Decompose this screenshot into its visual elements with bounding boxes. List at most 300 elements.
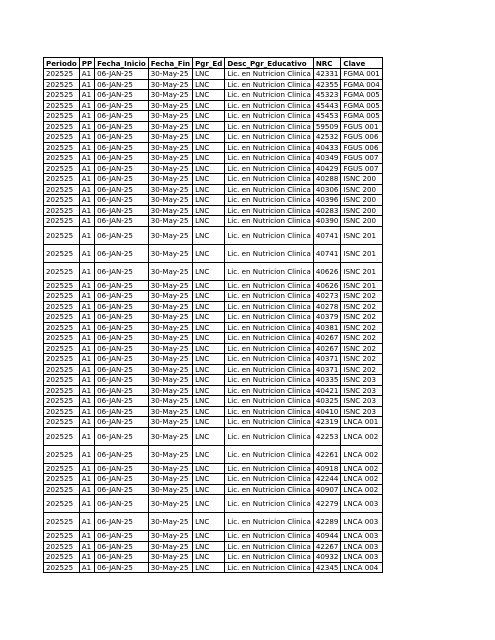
cell-pgr-ed: LNC xyxy=(193,406,225,417)
cell-fecha-fin: 30-May-25 xyxy=(148,291,192,302)
cell-desc-pgr-educativo: Lic. en Nutricion Clinica xyxy=(225,552,314,563)
cell-nrc: 40379 xyxy=(313,312,341,323)
cell-clave: ISNC 202 xyxy=(341,364,382,375)
cell-clave: LNCA 002 xyxy=(341,445,382,463)
cell-pgr-ed: LNC xyxy=(193,463,225,474)
cell-nrc: 40410 xyxy=(313,406,341,417)
cell-clave: ISNC 203 xyxy=(341,385,382,396)
cell-pp: A1 xyxy=(79,541,94,552)
cell-periodo: 202525 xyxy=(44,541,80,552)
cell-clave: FGUS 007 xyxy=(341,163,382,174)
cell-fecha-inicio: 06-JAN-25 xyxy=(95,354,149,365)
cell-pp: A1 xyxy=(79,100,94,111)
cell-fecha-fin: 30-May-25 xyxy=(148,153,192,164)
spreadsheet-page xyxy=(43,57,383,573)
cell-fecha-fin: 30-May-25 xyxy=(148,322,192,333)
table-row xyxy=(44,513,383,531)
cell-pgr-ed: LNC xyxy=(193,142,225,153)
table-row xyxy=(44,552,383,563)
cell-periodo: 202525 xyxy=(44,226,80,244)
cell-pgr-ed: LNC xyxy=(193,541,225,552)
cell-periodo: 202525 xyxy=(44,562,80,573)
table-row xyxy=(44,163,383,174)
cell-clave: FGMA 005 xyxy=(341,90,382,101)
cell-fecha-inicio: 06-JAN-25 xyxy=(95,513,149,531)
cell-pp: A1 xyxy=(79,142,94,153)
cell-clave: ISNC 202 xyxy=(341,333,382,344)
cell-desc-pgr-educativo: Lic. en Nutricion Clinica xyxy=(225,427,314,445)
cell-fecha-inicio: 06-JAN-25 xyxy=(95,142,149,153)
cell-periodo: 202525 xyxy=(44,174,80,185)
cell-pgr-ed: LNC xyxy=(193,396,225,407)
table-row xyxy=(44,100,383,111)
cell-desc-pgr-educativo: Lic. en Nutricion Clinica xyxy=(225,244,314,262)
cell-clave: FGUS 001 xyxy=(341,121,382,132)
cell-nrc: 40283 xyxy=(313,205,341,216)
header-fecha-fin: Fecha_Fin xyxy=(148,58,192,69)
cell-pgr-ed: LNC xyxy=(193,195,225,206)
cell-desc-pgr-educativo: Lic. en Nutricion Clinica xyxy=(225,226,314,244)
cell-periodo: 202525 xyxy=(44,417,80,428)
cell-fecha-fin: 30-May-25 xyxy=(148,375,192,386)
header-row xyxy=(44,58,383,69)
cell-clave: LNCA 003 xyxy=(341,552,382,563)
cell-fecha-inicio: 06-JAN-25 xyxy=(95,322,149,333)
cell-periodo: 202525 xyxy=(44,163,80,174)
cell-nrc: 42319 xyxy=(313,417,341,428)
cell-nrc: 40267 xyxy=(313,343,341,354)
cell-pgr-ed: LNC xyxy=(193,121,225,132)
cell-clave: LNCA 002 xyxy=(341,484,382,495)
cell-nrc: 40918 xyxy=(313,463,341,474)
cell-fecha-inicio: 06-JAN-25 xyxy=(95,495,149,513)
cell-pgr-ed: LNC xyxy=(193,495,225,513)
table-row xyxy=(44,244,383,262)
header-pp: PP xyxy=(79,58,94,69)
cell-desc-pgr-educativo: Lic. en Nutricion Clinica xyxy=(225,322,314,333)
cell-clave: ISNC 201 xyxy=(341,226,382,244)
table-row xyxy=(44,484,383,495)
cell-fecha-inicio: 06-JAN-25 xyxy=(95,541,149,552)
cell-pp: A1 xyxy=(79,216,94,227)
cell-clave: LNCA 002 xyxy=(341,427,382,445)
cell-fecha-fin: 30-May-25 xyxy=(148,205,192,216)
cell-periodo: 202525 xyxy=(44,262,80,280)
cell-periodo: 202525 xyxy=(44,427,80,445)
table-row xyxy=(44,541,383,552)
cell-clave: ISNC 202 xyxy=(341,354,382,365)
cell-nrc: 40944 xyxy=(313,531,341,542)
cell-fecha-fin: 30-May-25 xyxy=(148,463,192,474)
table-row xyxy=(44,174,383,185)
table-row xyxy=(44,445,383,463)
cell-periodo: 202525 xyxy=(44,216,80,227)
cell-pp: A1 xyxy=(79,354,94,365)
cell-clave: ISNC 203 xyxy=(341,375,382,386)
header-fecha-inicio: Fecha_Inicio xyxy=(95,58,149,69)
cell-pp: A1 xyxy=(79,153,94,164)
cell-desc-pgr-educativo: Lic. en Nutricion Clinica xyxy=(225,216,314,227)
cell-desc-pgr-educativo: Lic. en Nutricion Clinica xyxy=(225,142,314,153)
cell-desc-pgr-educativo: Lic. en Nutricion Clinica xyxy=(225,474,314,485)
cell-desc-pgr-educativo: Lic. en Nutricion Clinica xyxy=(225,364,314,375)
cell-pp: A1 xyxy=(79,495,94,513)
cell-desc-pgr-educativo: Lic. en Nutricion Clinica xyxy=(225,445,314,463)
cell-pgr-ed: LNC xyxy=(193,79,225,90)
cell-fecha-inicio: 06-JAN-25 xyxy=(95,427,149,445)
cell-desc-pgr-educativo: Lic. en Nutricion Clinica xyxy=(225,333,314,344)
cell-pp: A1 xyxy=(79,385,94,396)
cell-pgr-ed: LNC xyxy=(193,153,225,164)
cell-pgr-ed: LNC xyxy=(193,100,225,111)
table-row xyxy=(44,291,383,302)
cell-pp: A1 xyxy=(79,90,94,101)
cell-nrc: 40429 xyxy=(313,163,341,174)
cell-nrc: 40390 xyxy=(313,216,341,227)
table-row xyxy=(44,226,383,244)
cell-fecha-inicio: 06-JAN-25 xyxy=(95,364,149,375)
cell-fecha-fin: 30-May-25 xyxy=(148,495,192,513)
cell-fecha-fin: 30-May-25 xyxy=(148,163,192,174)
cell-desc-pgr-educativo: Lic. en Nutricion Clinica xyxy=(225,153,314,164)
cell-desc-pgr-educativo: Lic. en Nutricion Clinica xyxy=(225,513,314,531)
cell-periodo: 202525 xyxy=(44,364,80,375)
table-row xyxy=(44,312,383,323)
cell-pgr-ed: LNC xyxy=(193,562,225,573)
cell-desc-pgr-educativo: Lic. en Nutricion Clinica xyxy=(225,100,314,111)
cell-fecha-inicio: 06-JAN-25 xyxy=(95,562,149,573)
cell-fecha-inicio: 06-JAN-25 xyxy=(95,163,149,174)
table-row xyxy=(44,417,383,428)
cell-periodo: 202525 xyxy=(44,552,80,563)
cell-pgr-ed: LNC xyxy=(193,484,225,495)
cell-nrc: 40288 xyxy=(313,174,341,185)
cell-fecha-inicio: 06-JAN-25 xyxy=(95,226,149,244)
cell-pp: A1 xyxy=(79,484,94,495)
cell-desc-pgr-educativo: Lic. en Nutricion Clinica xyxy=(225,354,314,365)
cell-nrc: 40278 xyxy=(313,301,341,312)
cell-fecha-inicio: 06-JAN-25 xyxy=(95,195,149,206)
cell-periodo: 202525 xyxy=(44,301,80,312)
cell-pp: A1 xyxy=(79,111,94,122)
cell-clave: ISNC 200 xyxy=(341,174,382,185)
cell-fecha-inicio: 06-JAN-25 xyxy=(95,385,149,396)
cell-nrc: 40273 xyxy=(313,291,341,302)
cell-pgr-ed: LNC xyxy=(193,163,225,174)
cell-clave: FGUS 007 xyxy=(341,153,382,164)
cell-periodo: 202525 xyxy=(44,463,80,474)
cell-desc-pgr-educativo: Lic. en Nutricion Clinica xyxy=(225,375,314,386)
header-desc-pgr-educativo: Desc_Pgr_Educativo xyxy=(225,58,314,69)
cell-periodo: 202525 xyxy=(44,153,80,164)
cell-pp: A1 xyxy=(79,417,94,428)
cell-periodo: 202525 xyxy=(44,495,80,513)
cell-fecha-inicio: 06-JAN-25 xyxy=(95,343,149,354)
cell-clave: LNCA 003 xyxy=(341,531,382,542)
cell-desc-pgr-educativo: Lic. en Nutricion Clinica xyxy=(225,121,314,132)
cell-fecha-inicio: 06-JAN-25 xyxy=(95,90,149,101)
course-table xyxy=(43,57,383,573)
cell-clave: ISNC 201 xyxy=(341,262,382,280)
cell-clave: ISNC 202 xyxy=(341,301,382,312)
cell-fecha-inicio: 06-JAN-25 xyxy=(95,291,149,302)
cell-desc-pgr-educativo: Lic. en Nutricion Clinica xyxy=(225,343,314,354)
table-row xyxy=(44,153,383,164)
cell-fecha-inicio: 06-JAN-25 xyxy=(95,406,149,417)
cell-pgr-ed: LNC xyxy=(193,111,225,122)
cell-desc-pgr-educativo: Lic. en Nutricion Clinica xyxy=(225,184,314,195)
table-row xyxy=(44,463,383,474)
cell-fecha-fin: 30-May-25 xyxy=(148,184,192,195)
cell-pp: A1 xyxy=(79,301,94,312)
cell-pp: A1 xyxy=(79,195,94,206)
cell-periodo: 202525 xyxy=(44,184,80,195)
cell-clave: LNCA 003 xyxy=(341,541,382,552)
cell-fecha-inicio: 06-JAN-25 xyxy=(95,552,149,563)
cell-nrc: 40741 xyxy=(313,226,341,244)
cell-nrc: 42331 xyxy=(313,69,341,80)
cell-periodo: 202525 xyxy=(44,195,80,206)
table-row xyxy=(44,111,383,122)
cell-fecha-inicio: 06-JAN-25 xyxy=(95,333,149,344)
cell-fecha-inicio: 06-JAN-25 xyxy=(95,205,149,216)
cell-fecha-fin: 30-May-25 xyxy=(148,280,192,291)
cell-clave: ISNC 201 xyxy=(341,280,382,291)
cell-nrc: 45453 xyxy=(313,111,341,122)
cell-fecha-fin: 30-May-25 xyxy=(148,552,192,563)
cell-nrc: 42244 xyxy=(313,474,341,485)
cell-fecha-fin: 30-May-25 xyxy=(148,445,192,463)
cell-fecha-fin: 30-May-25 xyxy=(148,69,192,80)
cell-fecha-inicio: 06-JAN-25 xyxy=(95,445,149,463)
cell-nrc: 42355 xyxy=(313,79,341,90)
cell-fecha-fin: 30-May-25 xyxy=(148,195,192,206)
cell-periodo: 202525 xyxy=(44,484,80,495)
table-row xyxy=(44,474,383,485)
cell-fecha-inicio: 06-JAN-25 xyxy=(95,216,149,227)
table-row xyxy=(44,216,383,227)
cell-pp: A1 xyxy=(79,406,94,417)
cell-pp: A1 xyxy=(79,262,94,280)
table-row xyxy=(44,301,383,312)
cell-pp: A1 xyxy=(79,322,94,333)
cell-nrc: 40932 xyxy=(313,552,341,563)
cell-pp: A1 xyxy=(79,163,94,174)
cell-nrc: 42253 xyxy=(313,427,341,445)
cell-fecha-fin: 30-May-25 xyxy=(148,174,192,185)
cell-clave: ISNC 200 xyxy=(341,195,382,206)
cell-pp: A1 xyxy=(79,184,94,195)
cell-fecha-fin: 30-May-25 xyxy=(148,417,192,428)
cell-clave: ISNC 200 xyxy=(341,184,382,195)
cell-desc-pgr-educativo: Lic. en Nutricion Clinica xyxy=(225,495,314,513)
cell-clave: LNCA 004 xyxy=(341,562,382,573)
cell-desc-pgr-educativo: Lic. en Nutricion Clinica xyxy=(225,301,314,312)
cell-fecha-inicio: 06-JAN-25 xyxy=(95,474,149,485)
cell-desc-pgr-educativo: Lic. en Nutricion Clinica xyxy=(225,69,314,80)
cell-desc-pgr-educativo: Lic. en Nutricion Clinica xyxy=(225,174,314,185)
cell-periodo: 202525 xyxy=(44,474,80,485)
cell-nrc: 42261 xyxy=(313,445,341,463)
cell-fecha-inicio: 06-JAN-25 xyxy=(95,417,149,428)
cell-nrc: 40381 xyxy=(313,322,341,333)
table-row xyxy=(44,364,383,375)
cell-periodo: 202525 xyxy=(44,142,80,153)
cell-clave: ISNC 203 xyxy=(341,396,382,407)
table-row xyxy=(44,427,383,445)
cell-desc-pgr-educativo: Lic. en Nutricion Clinica xyxy=(225,280,314,291)
cell-periodo: 202525 xyxy=(44,90,80,101)
table-row xyxy=(44,396,383,407)
cell-fecha-inicio: 06-JAN-25 xyxy=(95,174,149,185)
header-pgr-ed: Pgr_Ed xyxy=(193,58,225,69)
cell-fecha-fin: 30-May-25 xyxy=(148,531,192,542)
table-row xyxy=(44,205,383,216)
cell-periodo: 202525 xyxy=(44,385,80,396)
cell-clave: ISNC 200 xyxy=(341,205,382,216)
cell-desc-pgr-educativo: Lic. en Nutricion Clinica xyxy=(225,262,314,280)
table-row xyxy=(44,79,383,90)
table-row xyxy=(44,121,383,132)
cell-pgr-ed: LNC xyxy=(193,291,225,302)
cell-pp: A1 xyxy=(79,69,94,80)
cell-fecha-fin: 30-May-25 xyxy=(148,216,192,227)
cell-pp: A1 xyxy=(79,226,94,244)
table-row xyxy=(44,184,383,195)
cell-fecha-fin: 30-May-25 xyxy=(148,142,192,153)
cell-pgr-ed: LNC xyxy=(193,417,225,428)
cell-fecha-inicio: 06-JAN-25 xyxy=(95,132,149,143)
header-periodo: Periodo xyxy=(44,58,80,69)
cell-pgr-ed: LNC xyxy=(193,184,225,195)
table-row xyxy=(44,531,383,542)
table-row xyxy=(44,90,383,101)
cell-pp: A1 xyxy=(79,244,94,262)
cell-pgr-ed: LNC xyxy=(193,364,225,375)
cell-clave: ISNC 203 xyxy=(341,406,382,417)
cell-nrc: 40907 xyxy=(313,484,341,495)
cell-fecha-fin: 30-May-25 xyxy=(148,132,192,143)
cell-pp: A1 xyxy=(79,291,94,302)
cell-pgr-ed: LNC xyxy=(193,301,225,312)
cell-pp: A1 xyxy=(79,375,94,386)
cell-periodo: 202525 xyxy=(44,531,80,542)
cell-nrc: 40741 xyxy=(313,244,341,262)
cell-fecha-inicio: 06-JAN-25 xyxy=(95,463,149,474)
cell-fecha-inicio: 06-JAN-25 xyxy=(95,301,149,312)
cell-clave: LNCA 002 xyxy=(341,474,382,485)
cell-desc-pgr-educativo: Lic. en Nutricion Clinica xyxy=(225,385,314,396)
cell-desc-pgr-educativo: Lic. en Nutricion Clinica xyxy=(225,195,314,206)
cell-pgr-ed: LNC xyxy=(193,174,225,185)
cell-nrc: 42345 xyxy=(313,562,341,573)
header-clave: Clave xyxy=(341,58,382,69)
cell-periodo: 202525 xyxy=(44,205,80,216)
cell-fecha-fin: 30-May-25 xyxy=(148,484,192,495)
cell-clave: ISNC 202 xyxy=(341,312,382,323)
cell-clave: ISNC 200 xyxy=(341,216,382,227)
table-body xyxy=(44,69,383,573)
cell-nrc: 42532 xyxy=(313,132,341,143)
cell-periodo: 202525 xyxy=(44,343,80,354)
cell-pgr-ed: LNC xyxy=(193,445,225,463)
table-row xyxy=(44,142,383,153)
cell-fecha-inicio: 06-JAN-25 xyxy=(95,244,149,262)
cell-pgr-ed: LNC xyxy=(193,333,225,344)
cell-nrc: 40371 xyxy=(313,364,341,375)
table-row xyxy=(44,406,383,417)
cell-desc-pgr-educativo: Lic. en Nutricion Clinica xyxy=(225,312,314,323)
cell-fecha-fin: 30-May-25 xyxy=(148,121,192,132)
cell-desc-pgr-educativo: Lic. en Nutricion Clinica xyxy=(225,463,314,474)
cell-pgr-ed: LNC xyxy=(193,552,225,563)
cell-nrc: 40349 xyxy=(313,153,341,164)
cell-fecha-inicio: 06-JAN-25 xyxy=(95,312,149,323)
cell-fecha-fin: 30-May-25 xyxy=(148,111,192,122)
cell-fecha-fin: 30-May-25 xyxy=(148,474,192,485)
cell-desc-pgr-educativo: Lic. en Nutricion Clinica xyxy=(225,291,314,302)
cell-fecha-fin: 30-May-25 xyxy=(148,406,192,417)
header-nrc: NRC xyxy=(313,58,341,69)
cell-fecha-inicio: 06-JAN-25 xyxy=(95,100,149,111)
cell-clave: ISNC 202 xyxy=(341,291,382,302)
cell-desc-pgr-educativo: Lic. en Nutricion Clinica xyxy=(225,396,314,407)
cell-periodo: 202525 xyxy=(44,244,80,262)
cell-periodo: 202525 xyxy=(44,79,80,90)
cell-clave: FGUS 006 xyxy=(341,132,382,143)
cell-clave: FGMA 005 xyxy=(341,111,382,122)
cell-periodo: 202525 xyxy=(44,312,80,323)
cell-pp: A1 xyxy=(79,280,94,291)
cell-fecha-fin: 30-May-25 xyxy=(148,385,192,396)
cell-pp: A1 xyxy=(79,343,94,354)
cell-periodo: 202525 xyxy=(44,354,80,365)
table-row xyxy=(44,354,383,365)
cell-pgr-ed: LNC xyxy=(193,90,225,101)
cell-fecha-fin: 30-May-25 xyxy=(148,541,192,552)
cell-pp: A1 xyxy=(79,562,94,573)
cell-desc-pgr-educativo: Lic. en Nutricion Clinica xyxy=(225,163,314,174)
cell-pgr-ed: LNC xyxy=(193,312,225,323)
cell-fecha-inicio: 06-JAN-25 xyxy=(95,153,149,164)
cell-clave: LNCA 001 xyxy=(341,417,382,428)
cell-pp: A1 xyxy=(79,552,94,563)
cell-desc-pgr-educativo: Lic. en Nutricion Clinica xyxy=(225,406,314,417)
cell-nrc: 40306 xyxy=(313,184,341,195)
cell-nrc: 42289 xyxy=(313,513,341,531)
cell-fecha-fin: 30-May-25 xyxy=(148,396,192,407)
cell-fecha-fin: 30-May-25 xyxy=(148,333,192,344)
cell-fecha-inicio: 06-JAN-25 xyxy=(95,531,149,542)
table-row xyxy=(44,375,383,386)
cell-periodo: 202525 xyxy=(44,121,80,132)
cell-nrc: 40421 xyxy=(313,385,341,396)
cell-pgr-ed: LNC xyxy=(193,244,225,262)
cell-periodo: 202525 xyxy=(44,445,80,463)
cell-pp: A1 xyxy=(79,312,94,323)
cell-pgr-ed: LNC xyxy=(193,385,225,396)
cell-desc-pgr-educativo: Lic. en Nutricion Clinica xyxy=(225,562,314,573)
cell-desc-pgr-educativo: Lic. en Nutricion Clinica xyxy=(225,541,314,552)
cell-fecha-inicio: 06-JAN-25 xyxy=(95,396,149,407)
cell-periodo: 202525 xyxy=(44,333,80,344)
cell-clave: LNCA 003 xyxy=(341,495,382,513)
cell-clave: FGUS 006 xyxy=(341,142,382,153)
cell-desc-pgr-educativo: Lic. en Nutricion Clinica xyxy=(225,132,314,143)
table-row xyxy=(44,385,383,396)
table-row xyxy=(44,322,383,333)
cell-periodo: 202525 xyxy=(44,513,80,531)
